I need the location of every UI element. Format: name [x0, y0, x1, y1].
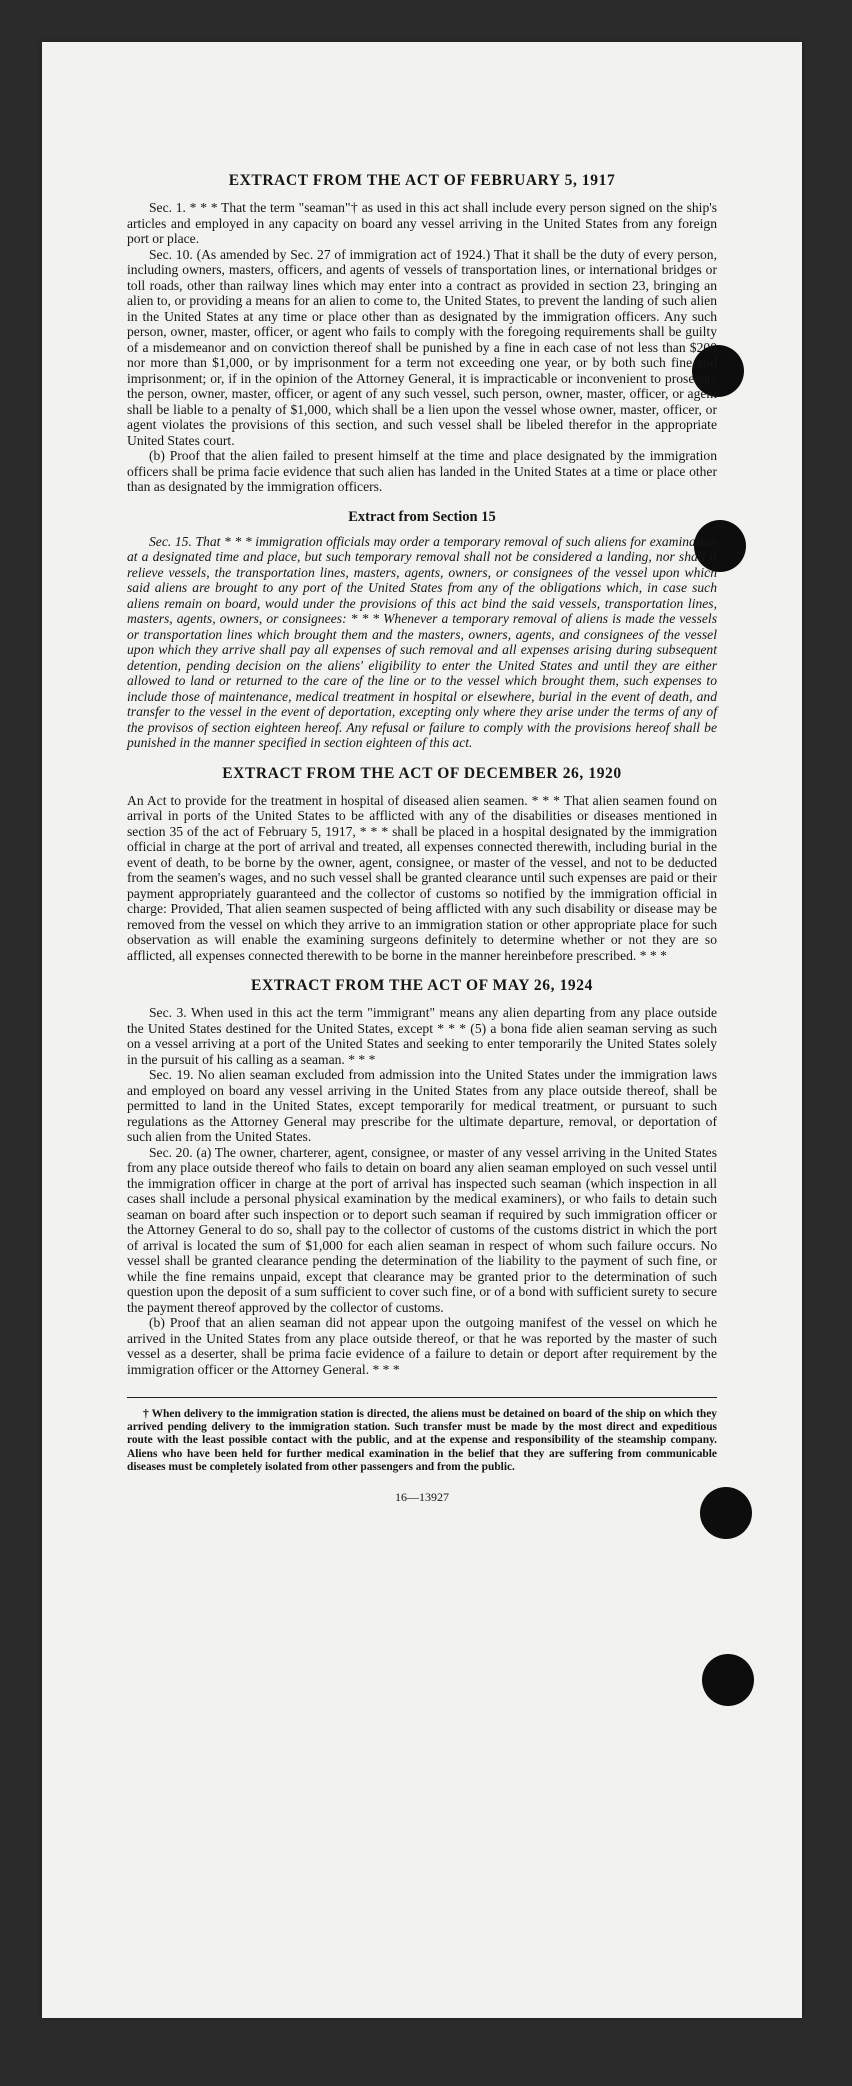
sec-20-paragraph: Sec. 20. (a) The owner, charterer, agent, consignee, or master of any vessel arriving in the United States from any place outside thereof who fails to detain on board any alien seaman employed on such vessel until the immigration officer in charge at the port of arrival has inspected such seaman (which inspection in all cases shall include a personal physical examination by the medical examiners), or who fails to detain such seaman on board after such inspection or to deport such seaman if required by such immigration officer or the Attorney General to do so, shall pay to the collector of customs of the customs district in which the port of arrival is located the sum of $1,000 for each alien seaman in respect of whom such failure occurs. No vessel shall be granted clearance pending the determination of the liability to the payment of such fine, or while the fine remains unpaid, except that clearance may be granted prior to the determination of such question upon the deposit of a sum sufficient to cover such fine, or of a bond with sufficient surety to secure the payment thereof approved by the collector of customs. [127, 1144, 717, 1315]
sec-10-b-paragraph: (b) Proof that the alien failed to present himself at the time and place designated by the immigration officers shall be prima facie evidence that such alien has landed in the United States at a time or place other than as designated by the immigration officers. [127, 448, 717, 494]
footnote-divider [127, 1397, 717, 1398]
act-1920-section [127, 765, 717, 964]
act-1920-heading: EXTRACT FROM THE ACT OF DECEMBER 26, 1920 [222, 764, 622, 782]
act-1917-heading: EXTRACT FROM THE ACT OF FEBRUARY 5, 1917 [228, 172, 616, 189]
sec-15-paragraph: Sec. 15. That * * * immigration officials may order a temporary removal of such aliens for examination at a designated time and place, but such temporary removal shall not be considered a landing, nor shall it relieve vessels, the transportation lines, masters, agents, owners, or consignees of the vessel upon which said aliens are brought to any port of the United States from any of the obligations which, in case such aliens remain on board, would under the provisions of this act bind the said vessels, transportation lines, masters, agents, owners, or consignees: * * * Whenever a temporary removal of aliens is made the vessels or transportation lines which brought them and the masters, owners, agents, and consignees of the vessel upon which they arrive shall pay all expenses of such removal and all expenses arising during subsequent detention, pending decision on the aliens' eligibility to enter the United States and until they are either allowed to land or returned to the care of the line or to the vessel which brought them, such expenses to include those of maintenance, medical treatment in hospital or elsewhere, burial in the event of death, and transfer to the vessel in the event of deportation, excepting only where they arise under the terms of any of the provisos of section eighteen hereof. Any refusal or failure to comply with the provisions hereof shall be punished in the manner specified in section eighteen of this act. [127, 533, 717, 750]
section-15-extract [127, 509, 717, 751]
act-1920-paragraph: An Act to provide for the treatment in hospital of diseased alien seamen. * * * That alien seamen found on arrival in ports of the United States to be afflicted with any of the disabilities or diseases mentioned in section 35 of the act of February 5, 1917, * * * shall be placed in a hospital designated by the immigration official in charge at the port of arrival and treated, all expenses connected therewith, including burial in the event of death, to be borne by the owner, agent, consignee, or master of the vessel, and not to be deducted from the seamen's wages, and no such vessel shall be granted clearance until such expenses are paid or their payment appropriately guaranteed and the collector of customs so notified by the immigration official in charge: Provided, That alien seamen suspected of being afflicted with any such disability or disease may be removed from the vessel on which they arrive to an immigration station or other appropriate place for such observation as will enable the examining surgeons definitely to determine whether or not they are so afflicted, all expenses connected therewith to be borne in the manner hereinbefore prescribed. * * * [127, 792, 717, 963]
sec-3-paragraph: Sec. 3. When used in this act the term "immigrant" means any alien departing from any place outside the United States destined for the United States, except * * * (5) a bona fide alien seaman serving as such on a vessel arriving at a port of the United States and seeking to enter temporarily the United States solely in the pursuit of his calling as a seaman. * * * [127, 1005, 717, 1067]
sec-19-paragraph: Sec. 19. No alien seaman excluded from admission into the United States under the immigration laws and employed on board any vessel arriving in the United States from any place outside thereof, shall be permitted to land in the United States, except temporarily for medical treatment, or pursuant to such regulations as the Attorney General may prescribe for the ultimate departure, removal, or deportation of such alien from the United States. [127, 1067, 717, 1144]
punch-hole-4 [702, 1654, 754, 1706]
sec-1-paragraph: Sec. 1. * * * That the term "seaman"† as used in this act shall include every person signed on the ship's articles and employed in any capacity on board any vessel arriving in the United States from any foreign port or place. [127, 200, 717, 246]
act-1924-heading: EXTRACT FROM THE ACT OF MAY 26, 1924 [251, 977, 593, 994]
sec-10-paragraph: Sec. 10. (As amended by Sec. 27 of immigration act of 1924.) That it shall be the duty of every person, including owners, masters, officers, and agents of vessels of transportation lines, or international bridges or toll roads, other than railway lines which may enter into a contract as provided in section 23, bringing an alien to, or providing a means for an alien to come to, the United States, to prevent the landing of such alien in the United States at any time or place other than as designated by the immigration officers. Any such person, owner, master, officer, or agent who fails to comply with the foregoing requirements shall be guilty of a misdemeanor and on conviction thereof shall be punished by a fine in each case of not less than $200 nor more than $1,000, or by imprisonment for a term not exceeding one year, or by both such fine and imprisonment; or, if in the opinion of the Attorney General, it is impracticable or inconvenient to prosecute the person, owner, master, officer, or agent of any such vessel, such person, owner, master, officer, or agent shall be liable to a penalty of $1,000, which shall be a lien upon the vessel whose owner, master, officer, or agent violates the provisions of this section, and such vessel shall be libeled therefor in the appropriate United States court. [127, 246, 717, 448]
footnote-text: † When delivery to the immigration station is directed, the aliens must be detained on board of the ship on which they arrived pending delivery to the immigration station. Such transfer must be made by the most direct and expeditious route with the least possible contact with the public, and at the expense and responsibility of the steamship company. Aliens who have been held for further medical examination in the belief that they are suffering from communicable diseases must be completely isolated from other passengers and from the public. [127, 1408, 717, 1473]
document-page [42, 42, 802, 2018]
footnote [127, 1408, 717, 1474]
act-1917-section [127, 172, 717, 495]
section-15-heading: Extract from Section 15 [348, 508, 496, 525]
sec-20-b-paragraph: (b) Proof that an alien seaman did not appear upon the outgoing manifest of the vessel on which he arrived in the United States from any place outside thereof, or that he was reported by the master of such vessel as a deserter, shall be prima facie evidence of a failure to detain or deport after requirement by the immigration officer or the Attorney General. * * * [127, 1315, 717, 1377]
page-number: 16—13927 [395, 1490, 449, 1505]
document-body [127, 172, 717, 1505]
act-1924-section [127, 977, 717, 1377]
